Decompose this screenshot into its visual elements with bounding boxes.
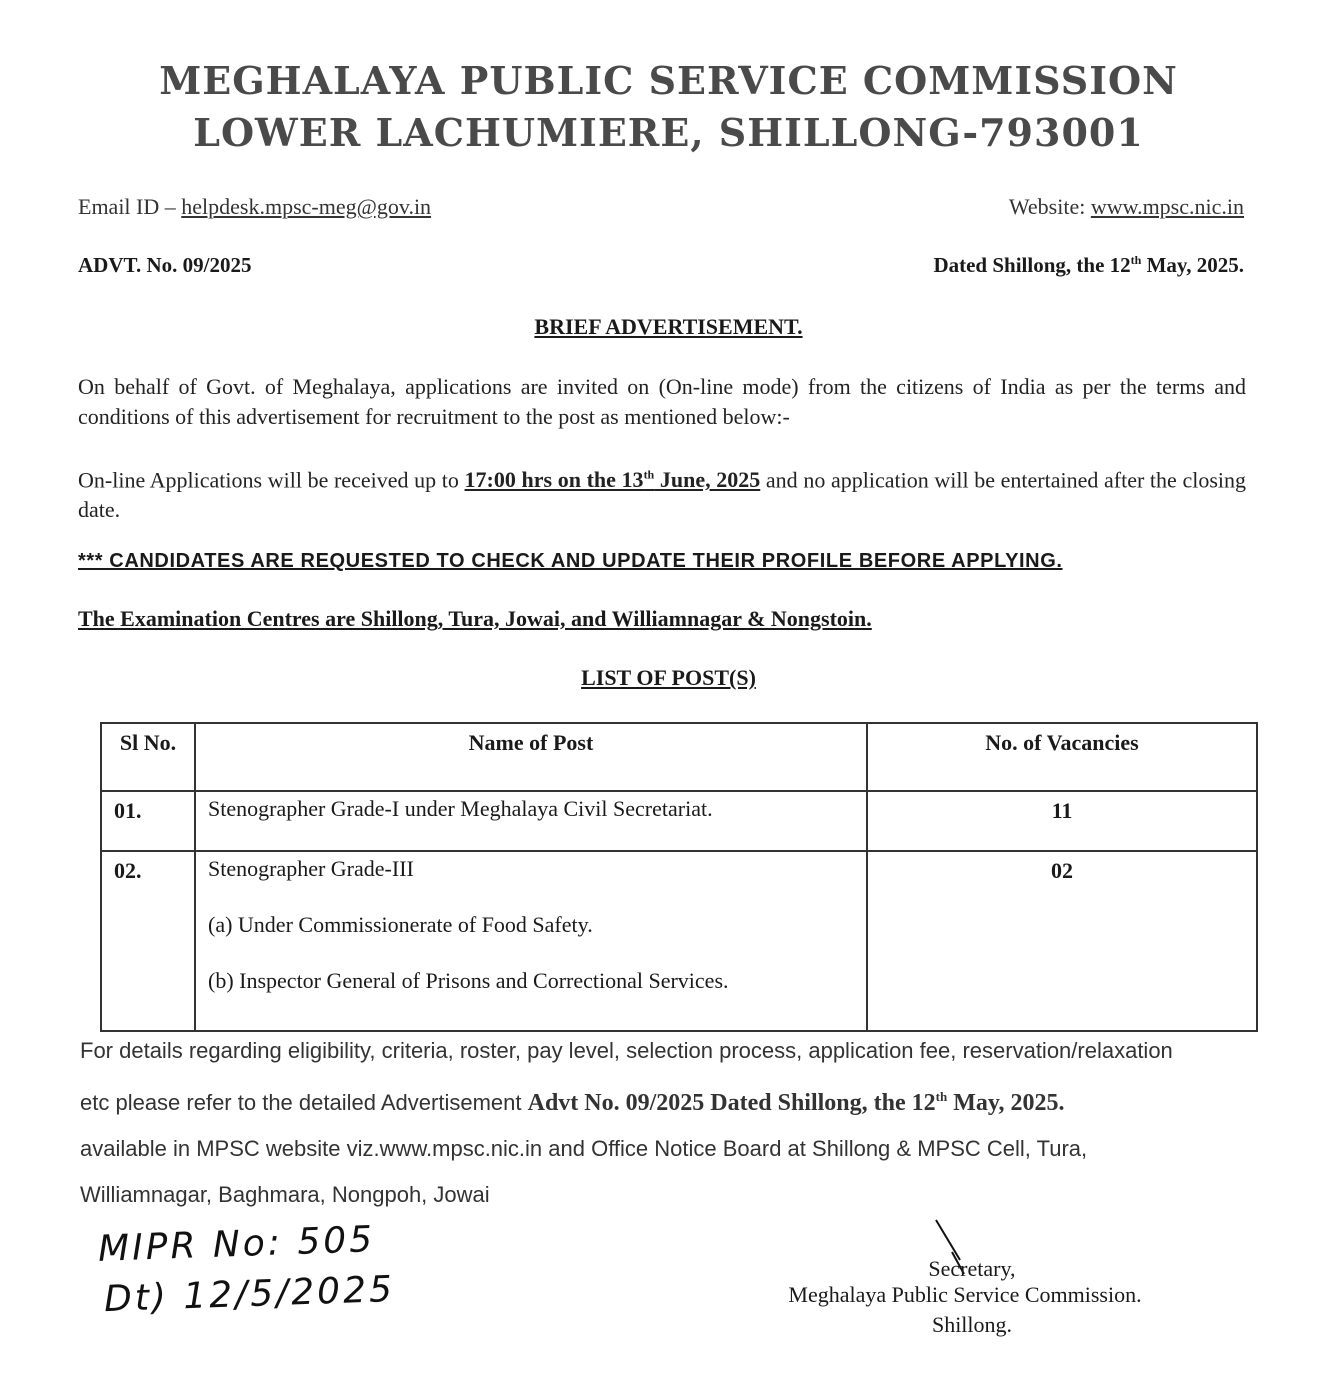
signature-block — [760, 1256, 1170, 1338]
post-title: Stenographer Grade-III — [208, 856, 414, 881]
row-sl-no: 01. — [101, 791, 195, 851]
header-post-name: Name of Post — [195, 723, 867, 791]
post-sub-a: (a) Under Commissionerate of Food Safety. — [208, 912, 593, 937]
header-line-1: MEGHALAYA PUBLIC SERVICE COMMISSION — [159, 58, 1178, 103]
row-post-name — [195, 851, 867, 1031]
website-link[interactable]: www.mpsc.nic.in — [1090, 194, 1244, 219]
exam-centres: The Examination Centres are Shillong, Tura, Jowai, and Williamnagar & Nongstoin. — [78, 606, 872, 631]
email-block — [78, 194, 431, 220]
header-sl-no: Sl No. — [101, 723, 195, 791]
row-sl-no: 02. — [101, 851, 195, 1031]
details-line-3: available in MPSC website viz.www.mpsc.nic.in and Office Notice Board at Shillong & MPSC Cell, Tura, — [80, 1136, 1088, 1161]
email-link[interactable]: helpdesk.mpsc-meg@gov.in — [181, 194, 432, 219]
details-line-1: For details regarding eligibility, criteria, roster, pay level, selection process, application fee, reservation/relaxation — [80, 1038, 1173, 1063]
header-vacancies: No. of Vacancies — [867, 723, 1257, 791]
signatory-place: Shillong. — [931, 1312, 1013, 1337]
posts-table — [100, 722, 1258, 1032]
doc-title: BRIEF ADVERTISEMENT. — [534, 314, 803, 339]
deadline-paragraph: On-line Applications will be received up to 17:00 hrs on the 13th June, 2025 and no application will be entertained after the closing date. — [78, 467, 1246, 523]
details-line-2: etc please refer to the detailed Advertisement Advt No. 09/2025 Dated Shillong, the 12th May, 2025. — [80, 1089, 1065, 1116]
details-line-4: Williamnagar, Baghmara, Nongpoh, Jowai — [80, 1182, 490, 1207]
table-header-row — [101, 723, 1257, 791]
handwritten-mipr-number: MIPR No: 505 — [97, 1219, 376, 1270]
post-sub-b: (b) Inspector General of Prisons and Correctional Services. — [208, 968, 729, 993]
website-block — [1009, 194, 1244, 220]
header-line-2: LOWER LACHUMIERE, SHILLONG-793001 — [193, 110, 1144, 155]
advt-date: Dated Shillong, the 12th May, 2025. — [933, 253, 1244, 277]
website-label: Website: — [1008, 194, 1086, 219]
row-vacancies: 02 — [867, 851, 1257, 1031]
closing-date: 17:00 hrs on the 13th June, 2025 — [464, 467, 761, 493]
advt-number: ADVT. No. 09/2025 — [78, 253, 252, 277]
email-label: Email ID – — [78, 194, 176, 219]
signatory-org: Meghalaya Public Service Commission. — [788, 1282, 1142, 1307]
handwritten-date: Dt) 12/5/2025 — [103, 1268, 396, 1321]
signatory-title: Secretary, — [928, 1256, 1016, 1281]
list-title: LIST OF POST(S) — [581, 665, 756, 690]
profile-notice: *** CANDIDATES ARE REQUESTED TO CHECK AND UPDATE THEIR PROFILE BEFORE APPLYING. — [78, 550, 1063, 572]
details-block — [80, 1028, 1173, 1218]
row-post-name: Stenographer Grade-I under Meghalaya Civil Secretariat. — [195, 791, 867, 851]
table-row — [101, 851, 1257, 1031]
table-row — [101, 791, 1257, 851]
intro-paragraph: On behalf of Govt. of Meghalaya, applications are invited on (On-line mode) from the citizens of India as per the terms and conditions of this advertisement for recruitment to the post as mentioned below:- — [78, 374, 1246, 429]
row-vacancies: 11 — [867, 791, 1257, 851]
